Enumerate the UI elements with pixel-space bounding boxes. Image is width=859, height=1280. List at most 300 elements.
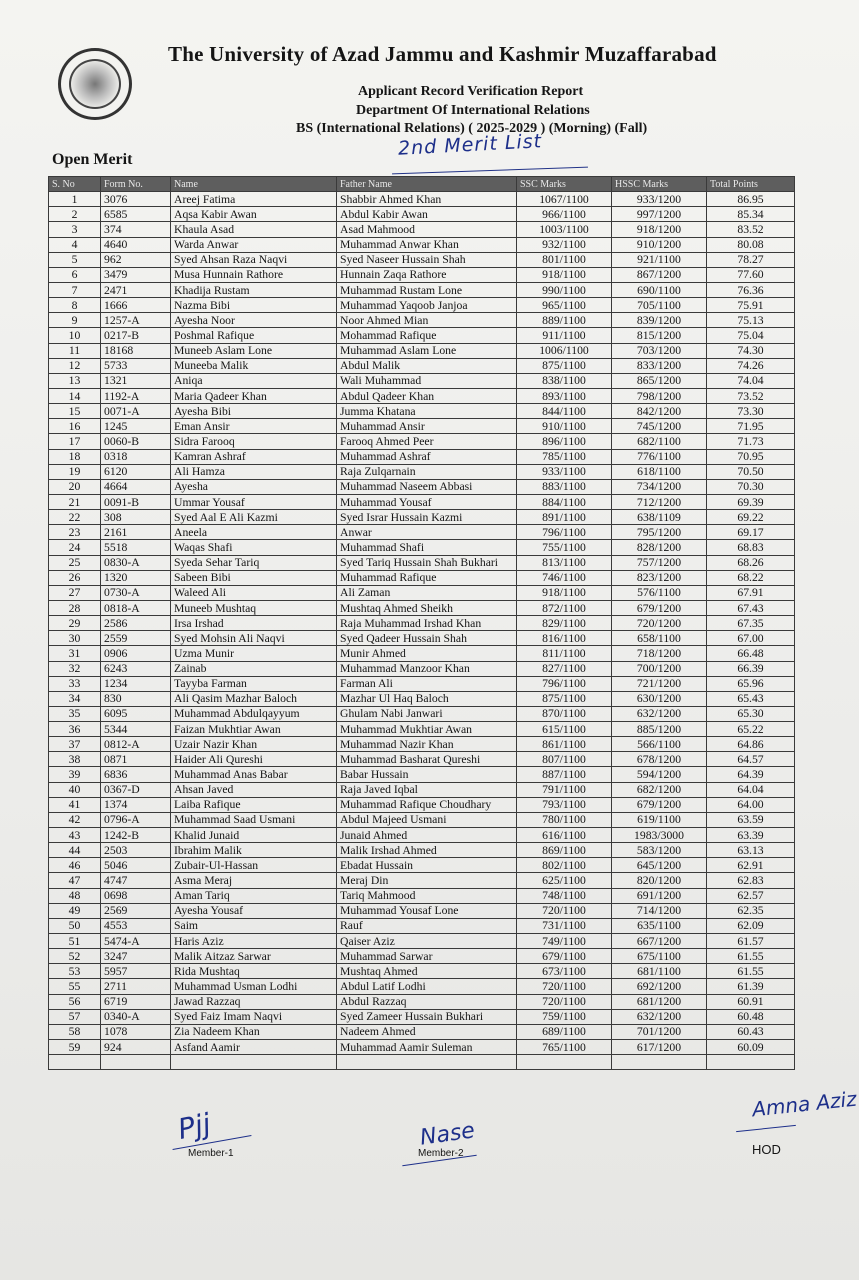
table-cell: Aneela <box>171 525 337 540</box>
table-cell: 681/1200 <box>612 994 707 1009</box>
table-cell: 20 <box>49 479 101 494</box>
table-cell: 933/1200 <box>612 192 707 207</box>
table-cell: 720/1100 <box>517 979 612 994</box>
table-cell: 23 <box>49 525 101 540</box>
table-cell: Saim <box>171 918 337 933</box>
table-cell: 78.27 <box>707 252 795 267</box>
table-cell: 867/1200 <box>612 267 707 282</box>
table-cell: 718/1200 <box>612 646 707 661</box>
member1-label: Member-1 <box>188 1148 234 1159</box>
table-cell: 18 <box>49 449 101 464</box>
table-cell: 12 <box>49 358 101 373</box>
table-cell: 44 <box>49 843 101 858</box>
table-cell: 64.57 <box>707 752 795 767</box>
table-cell: 0796-A <box>101 812 171 827</box>
table-cell: 60.48 <box>707 1009 795 1024</box>
table-cell: 69.22 <box>707 510 795 525</box>
table-cell: 583/1200 <box>612 843 707 858</box>
table-cell: 50 <box>49 918 101 933</box>
table-row <box>49 388 795 403</box>
table-cell: 910/1200 <box>612 237 707 252</box>
table-cell: 15 <box>49 404 101 419</box>
table-row <box>49 192 795 207</box>
table-cell: 566/1100 <box>612 737 707 752</box>
table-row <box>49 1024 795 1039</box>
table-cell: 68.83 <box>707 540 795 555</box>
table-cell: Waqas Shafi <box>171 540 337 555</box>
table-cell: 1374 <box>101 797 171 812</box>
table-cell: Laiba Rafique <box>171 797 337 812</box>
table-cell: 64.39 <box>707 767 795 782</box>
table-cell: 746/1100 <box>517 570 612 585</box>
table-cell: 675/1100 <box>612 949 707 964</box>
table-cell: 701/1200 <box>612 1024 707 1039</box>
table-cell: 910/1100 <box>517 419 612 434</box>
table-cell: Ummar Yousaf <box>171 494 337 509</box>
table-cell: 780/1100 <box>517 812 612 827</box>
table-cell: Muhammad Abdulqayyum <box>171 706 337 721</box>
table-cell: 13 <box>49 373 101 388</box>
table-cell: 4 <box>49 237 101 252</box>
table-cell: Aqsa Kabir Awan <box>171 207 337 222</box>
table-row <box>49 782 795 797</box>
table-row <box>49 510 795 525</box>
handwritten-note: 2nd Merit List <box>397 130 543 160</box>
table-cell: Khadija Rustam <box>171 282 337 297</box>
table-cell: 19 <box>49 464 101 479</box>
table-cell: 896/1100 <box>517 434 612 449</box>
table-cell: 830 <box>101 691 171 706</box>
table-cell: Ali Qasim Mazhar Baloch <box>171 691 337 706</box>
table-cell: 43 <box>49 828 101 843</box>
table-cell: 64.00 <box>707 797 795 812</box>
table-cell: Ibrahim Malik <box>171 843 337 858</box>
table-cell: Muhammad Nazir Khan <box>337 737 517 752</box>
table-cell: 68.26 <box>707 555 795 570</box>
table-cell: 965/1100 <box>517 298 612 313</box>
table-cell: 9 <box>49 313 101 328</box>
table-cell: 705/1100 <box>612 298 707 313</box>
table-cell: 6719 <box>101 994 171 1009</box>
table-row <box>49 691 795 706</box>
table-cell: Irsa Irshad <box>171 616 337 631</box>
table-cell: 712/1200 <box>612 494 707 509</box>
table-cell: Asfand Aamir <box>171 1040 337 1055</box>
table-row <box>49 903 795 918</box>
table-row <box>49 631 795 646</box>
table-row <box>49 858 795 873</box>
table-row <box>49 555 795 570</box>
table-cell: 828/1200 <box>612 540 707 555</box>
table-cell: Nazma Bibi <box>171 298 337 313</box>
table-cell: 60.91 <box>707 994 795 1009</box>
table-cell: 811/1100 <box>517 646 612 661</box>
table-cell: 720/1200 <box>612 616 707 631</box>
table-cell: 918/1200 <box>612 222 707 237</box>
table-body <box>49 192 795 1070</box>
merit-category: Open Merit <box>52 151 133 168</box>
table-cell: 829/1100 <box>517 616 612 631</box>
table-cell: Muhammad Yaqoob Janjoa <box>337 298 517 313</box>
table-cell: Zia Nadeem Khan <box>171 1024 337 1039</box>
table-cell: 39 <box>49 767 101 782</box>
table-cell: 0318 <box>101 449 171 464</box>
table-cell: 62.35 <box>707 903 795 918</box>
table-cell: Sidra Farooq <box>171 434 337 449</box>
table-cell: 1666 <box>101 298 171 313</box>
table-row <box>49 298 795 313</box>
table-cell: 759/1100 <box>517 1009 612 1024</box>
table-cell: Muhammad Mukhtiar Awan <box>337 722 517 737</box>
table-cell: Babar Hussain <box>337 767 517 782</box>
table-row <box>49 1009 795 1024</box>
table-cell: 58 <box>49 1024 101 1039</box>
table-cell: 2559 <box>101 631 171 646</box>
table-cell: 74.04 <box>707 373 795 388</box>
table-cell: Rida Mushtaq <box>171 964 337 979</box>
table-cell: 62.09 <box>707 918 795 933</box>
table-cell: 962 <box>101 252 171 267</box>
col-header: Form No. <box>101 177 171 192</box>
table-cell: 3479 <box>101 267 171 282</box>
table-cell: 71.73 <box>707 434 795 449</box>
table-cell: 765/1100 <box>517 1040 612 1055</box>
table-cell: 69.17 <box>707 525 795 540</box>
table-row <box>49 525 795 540</box>
table-cell: 682/1100 <box>612 434 707 449</box>
table-cell: 1006/1100 <box>517 343 612 358</box>
table-cell: 791/1100 <box>517 782 612 797</box>
table-cell: 65.43 <box>707 691 795 706</box>
table-cell: 745/1200 <box>612 419 707 434</box>
table-row <box>49 207 795 222</box>
table-cell <box>49 1055 101 1070</box>
table-cell: 61.55 <box>707 964 795 979</box>
table-cell: Junaid Ahmed <box>337 828 517 843</box>
table-cell: Raja Javed Iqbal <box>337 782 517 797</box>
table-cell: Musa Hunnain Rathore <box>171 267 337 282</box>
table-cell: 615/1100 <box>517 722 612 737</box>
table-cell: Ayesha Bibi <box>171 404 337 419</box>
table-row <box>49 494 795 509</box>
table-cell: 2471 <box>101 282 171 297</box>
table-cell: 49 <box>49 903 101 918</box>
table-cell: Abdul Malik <box>337 358 517 373</box>
table-cell <box>517 1055 612 1070</box>
table-cell: 68.22 <box>707 570 795 585</box>
table-cell: Muneeb Aslam Lone <box>171 343 337 358</box>
table-cell: 679/1100 <box>517 949 612 964</box>
table-cell: 827/1100 <box>517 661 612 676</box>
table-cell: Muhammad Rafique <box>337 570 517 585</box>
table-cell: Muhammad Sarwar <box>337 949 517 964</box>
table-cell: 4747 <box>101 873 171 888</box>
table-cell: 893/1100 <box>517 388 612 403</box>
table-cell: 53 <box>49 964 101 979</box>
table-row <box>49 812 795 827</box>
table-cell: 70.30 <box>707 479 795 494</box>
table-cell: 1321 <box>101 373 171 388</box>
table-cell: 795/1200 <box>612 525 707 540</box>
table-cell: 1245 <box>101 419 171 434</box>
table-cell: Warda Anwar <box>171 237 337 252</box>
table-cell: 1192-A <box>101 388 171 403</box>
table-cell: 52 <box>49 949 101 964</box>
table-cell: 57 <box>49 1009 101 1024</box>
table-cell: 71.95 <box>707 419 795 434</box>
table-cell: 3 <box>49 222 101 237</box>
table-cell: 618/1100 <box>612 464 707 479</box>
col-header: S. No <box>49 177 101 192</box>
member2-label: Member-2 <box>418 1148 464 1159</box>
table-cell: Syeda Sehar Tariq <box>171 555 337 570</box>
department-name: Department Of International Relations <box>356 103 590 118</box>
table-cell: 869/1100 <box>517 843 612 858</box>
table-cell: Faizan Mukhtiar Awan <box>171 722 337 737</box>
table-cell: Muhammad Ansir <box>337 419 517 434</box>
table-cell: 61.39 <box>707 979 795 994</box>
table-cell: Khalid Junaid <box>171 828 337 843</box>
table-row <box>49 404 795 419</box>
col-header: Name <box>171 177 337 192</box>
table-cell: Eman Ansir <box>171 419 337 434</box>
table-cell: 690/1100 <box>612 282 707 297</box>
member1-signature: Pjj <box>174 1106 214 1147</box>
table-cell: 755/1100 <box>517 540 612 555</box>
table-cell: 833/1200 <box>612 358 707 373</box>
table-row <box>49 419 795 434</box>
table-cell: Sabeen Bibi <box>171 570 337 585</box>
table-cell: 813/1100 <box>517 555 612 570</box>
table-cell: 61.57 <box>707 934 795 949</box>
table-cell: 616/1100 <box>517 828 612 843</box>
table-cell: 0698 <box>101 888 171 903</box>
table-cell: 5474-A <box>101 934 171 949</box>
table-cell: 28 <box>49 600 101 615</box>
table-cell: 5 <box>49 252 101 267</box>
table-cell: Aman Tariq <box>171 888 337 903</box>
table-row <box>49 706 795 721</box>
table-cell: 921/1100 <box>612 252 707 267</box>
table-cell: Syed Zameer Hussain Bukhari <box>337 1009 517 1024</box>
table-cell: Muhammad Anwar Khan <box>337 237 517 252</box>
table-cell: 1067/1100 <box>517 192 612 207</box>
table-cell: 34 <box>49 691 101 706</box>
table-cell: 632/1200 <box>612 1009 707 1024</box>
table-cell: 70.95 <box>707 449 795 464</box>
table-cell: 33 <box>49 676 101 691</box>
table-cell: 875/1100 <box>517 358 612 373</box>
table-cell: 802/1100 <box>517 858 612 873</box>
table-cell: 55 <box>49 979 101 994</box>
table-cell: 10 <box>49 328 101 343</box>
table-cell <box>101 1055 171 1070</box>
table-cell: 703/1200 <box>612 343 707 358</box>
table-cell: 4553 <box>101 918 171 933</box>
table-cell: 918/1100 <box>517 585 612 600</box>
table-cell: 66.48 <box>707 646 795 661</box>
table-cell: Ebadat Hussain <box>337 858 517 873</box>
table-cell: Abdul Razzaq <box>337 994 517 1009</box>
table-cell: 60.09 <box>707 1040 795 1055</box>
table-row <box>49 888 795 903</box>
signature-stroke <box>736 1125 796 1132</box>
table-cell: Muhammad Shafi <box>337 540 517 555</box>
table-cell: 38 <box>49 752 101 767</box>
table-cell: 29 <box>49 616 101 631</box>
table-row <box>49 373 795 388</box>
table-header-row <box>49 177 795 192</box>
table-cell: Tariq Mahmood <box>337 888 517 903</box>
table-cell: 731/1100 <box>517 918 612 933</box>
table-cell: Abdul Majeed Usmani <box>337 812 517 827</box>
table-cell: 67.43 <box>707 600 795 615</box>
table-cell: 6836 <box>101 767 171 782</box>
table-cell: 635/1100 <box>612 918 707 933</box>
table-cell: 32 <box>49 661 101 676</box>
table-cell: 62.57 <box>707 888 795 903</box>
table-cell: 22 <box>49 510 101 525</box>
table-cell: 62.83 <box>707 873 795 888</box>
table-cell: 40 <box>49 782 101 797</box>
table-cell <box>707 1055 795 1070</box>
table-row <box>49 434 795 449</box>
hod-signature: Amna Aziz <box>751 1086 858 1122</box>
table-cell: Asad Mahmood <box>337 222 517 237</box>
table-row <box>49 767 795 782</box>
merit-table <box>48 176 795 1070</box>
table-cell: 85.34 <box>707 207 795 222</box>
table-cell: 2503 <box>101 843 171 858</box>
table-cell: 689/1100 <box>517 1024 612 1039</box>
table-cell: 673/1100 <box>517 964 612 979</box>
table-cell: Syed Naseer Hussain Shah <box>337 252 517 267</box>
table-cell: 2711 <box>101 979 171 994</box>
table-row <box>49 313 795 328</box>
table-cell: Muhammad Aslam Lone <box>337 343 517 358</box>
table-cell: 757/1200 <box>612 555 707 570</box>
table-cell: 625/1100 <box>517 873 612 888</box>
table-cell: Ali Hamza <box>171 464 337 479</box>
table-cell: 1320 <box>101 570 171 585</box>
table-cell: Raja Muhammad Irshad Khan <box>337 616 517 631</box>
table-cell: Mushtaq Ahmed Sheikh <box>337 600 517 615</box>
table-cell: 990/1100 <box>517 282 612 297</box>
table-cell: Meraj Din <box>337 873 517 888</box>
table-cell: 6585 <box>101 207 171 222</box>
table-cell: 679/1200 <box>612 797 707 812</box>
table-cell: Mazhar Ul Haq Baloch <box>337 691 517 706</box>
table-cell: 73.52 <box>707 388 795 403</box>
table-cell: 27 <box>49 585 101 600</box>
table-cell: Rauf <box>337 918 517 933</box>
table-cell: 7 <box>49 282 101 297</box>
table-cell: 0812-A <box>101 737 171 752</box>
university-seal <box>58 48 132 120</box>
table-cell: 65.22 <box>707 722 795 737</box>
table-cell: 60.43 <box>707 1024 795 1039</box>
table-cell: 875/1100 <box>517 691 612 706</box>
table-cell: 816/1100 <box>517 631 612 646</box>
table-cell: 21 <box>49 494 101 509</box>
table-cell: Ghulam Nabi Janwari <box>337 706 517 721</box>
table-cell: 25 <box>49 555 101 570</box>
table-cell: Syed Mohsin Ali Naqvi <box>171 631 337 646</box>
table-cell: Abdul Latif Lodhi <box>337 979 517 994</box>
table-cell: 62.91 <box>707 858 795 873</box>
table-cell: 966/1100 <box>517 207 612 222</box>
table-cell: Areej Fatima <box>171 192 337 207</box>
table-row <box>49 464 795 479</box>
table-cell: 679/1200 <box>612 600 707 615</box>
table-cell: 8 <box>49 298 101 313</box>
table-cell: 0871 <box>101 752 171 767</box>
table-cell: 83.52 <box>707 222 795 237</box>
table-cell: 6243 <box>101 661 171 676</box>
table-cell: 4664 <box>101 479 171 494</box>
table-cell: 17 <box>49 434 101 449</box>
table-cell: 872/1100 <box>517 600 612 615</box>
table-cell: 918/1100 <box>517 267 612 282</box>
table-cell: 31 <box>49 646 101 661</box>
table-cell: 776/1100 <box>612 449 707 464</box>
table-cell: 793/1100 <box>517 797 612 812</box>
table-cell: 889/1100 <box>517 313 612 328</box>
table-cell: 720/1100 <box>517 903 612 918</box>
table-cell: Abdul Qadeer Khan <box>337 388 517 403</box>
table-cell: 0071-A <box>101 404 171 419</box>
table-cell: 748/1100 <box>517 888 612 903</box>
table-cell: Muhammad Saad Usmani <box>171 812 337 827</box>
table-cell: 0091-B <box>101 494 171 509</box>
table-cell: 308 <box>101 510 171 525</box>
table-cell: 75.91 <box>707 298 795 313</box>
table-cell: 30 <box>49 631 101 646</box>
table-cell: Poshmal Rafique <box>171 328 337 343</box>
table-cell: Munir Ahmed <box>337 646 517 661</box>
table-cell: Farooq Ahmed Peer <box>337 434 517 449</box>
table-cell: Noor Ahmed Mian <box>337 313 517 328</box>
table-cell: 1078 <box>101 1024 171 1039</box>
program-name: BS (International Relations) ( 2025-2029 ) (Morning) (Fall) <box>296 121 648 136</box>
table-cell: 35 <box>49 706 101 721</box>
table-row <box>49 843 795 858</box>
table-cell <box>337 1055 517 1070</box>
table-cell: 645/1200 <box>612 858 707 873</box>
table-cell: 838/1100 <box>517 373 612 388</box>
col-header: Total Points <box>707 177 795 192</box>
table-cell: Ali Zaman <box>337 585 517 600</box>
table-cell: 3247 <box>101 949 171 964</box>
table-cell: Muhammad Anas Babar <box>171 767 337 782</box>
table-cell: Syed Qadeer Hussain Shah <box>337 631 517 646</box>
table-cell: 891/1100 <box>517 510 612 525</box>
table-cell: 3076 <box>101 192 171 207</box>
table-cell: 37 <box>49 737 101 752</box>
table-row <box>49 979 795 994</box>
table-cell: 630/1200 <box>612 691 707 706</box>
table-cell: 884/1100 <box>517 494 612 509</box>
table-cell <box>171 1055 337 1070</box>
table-cell: 885/1200 <box>612 722 707 737</box>
table-cell: 0730-A <box>101 585 171 600</box>
table-row <box>49 646 795 661</box>
handwritten-underline <box>392 167 588 175</box>
table-cell: 6 <box>49 267 101 282</box>
col-header: SSC Marks <box>517 177 612 192</box>
table-cell: Qaiser Aziz <box>337 934 517 949</box>
table-row <box>49 949 795 964</box>
